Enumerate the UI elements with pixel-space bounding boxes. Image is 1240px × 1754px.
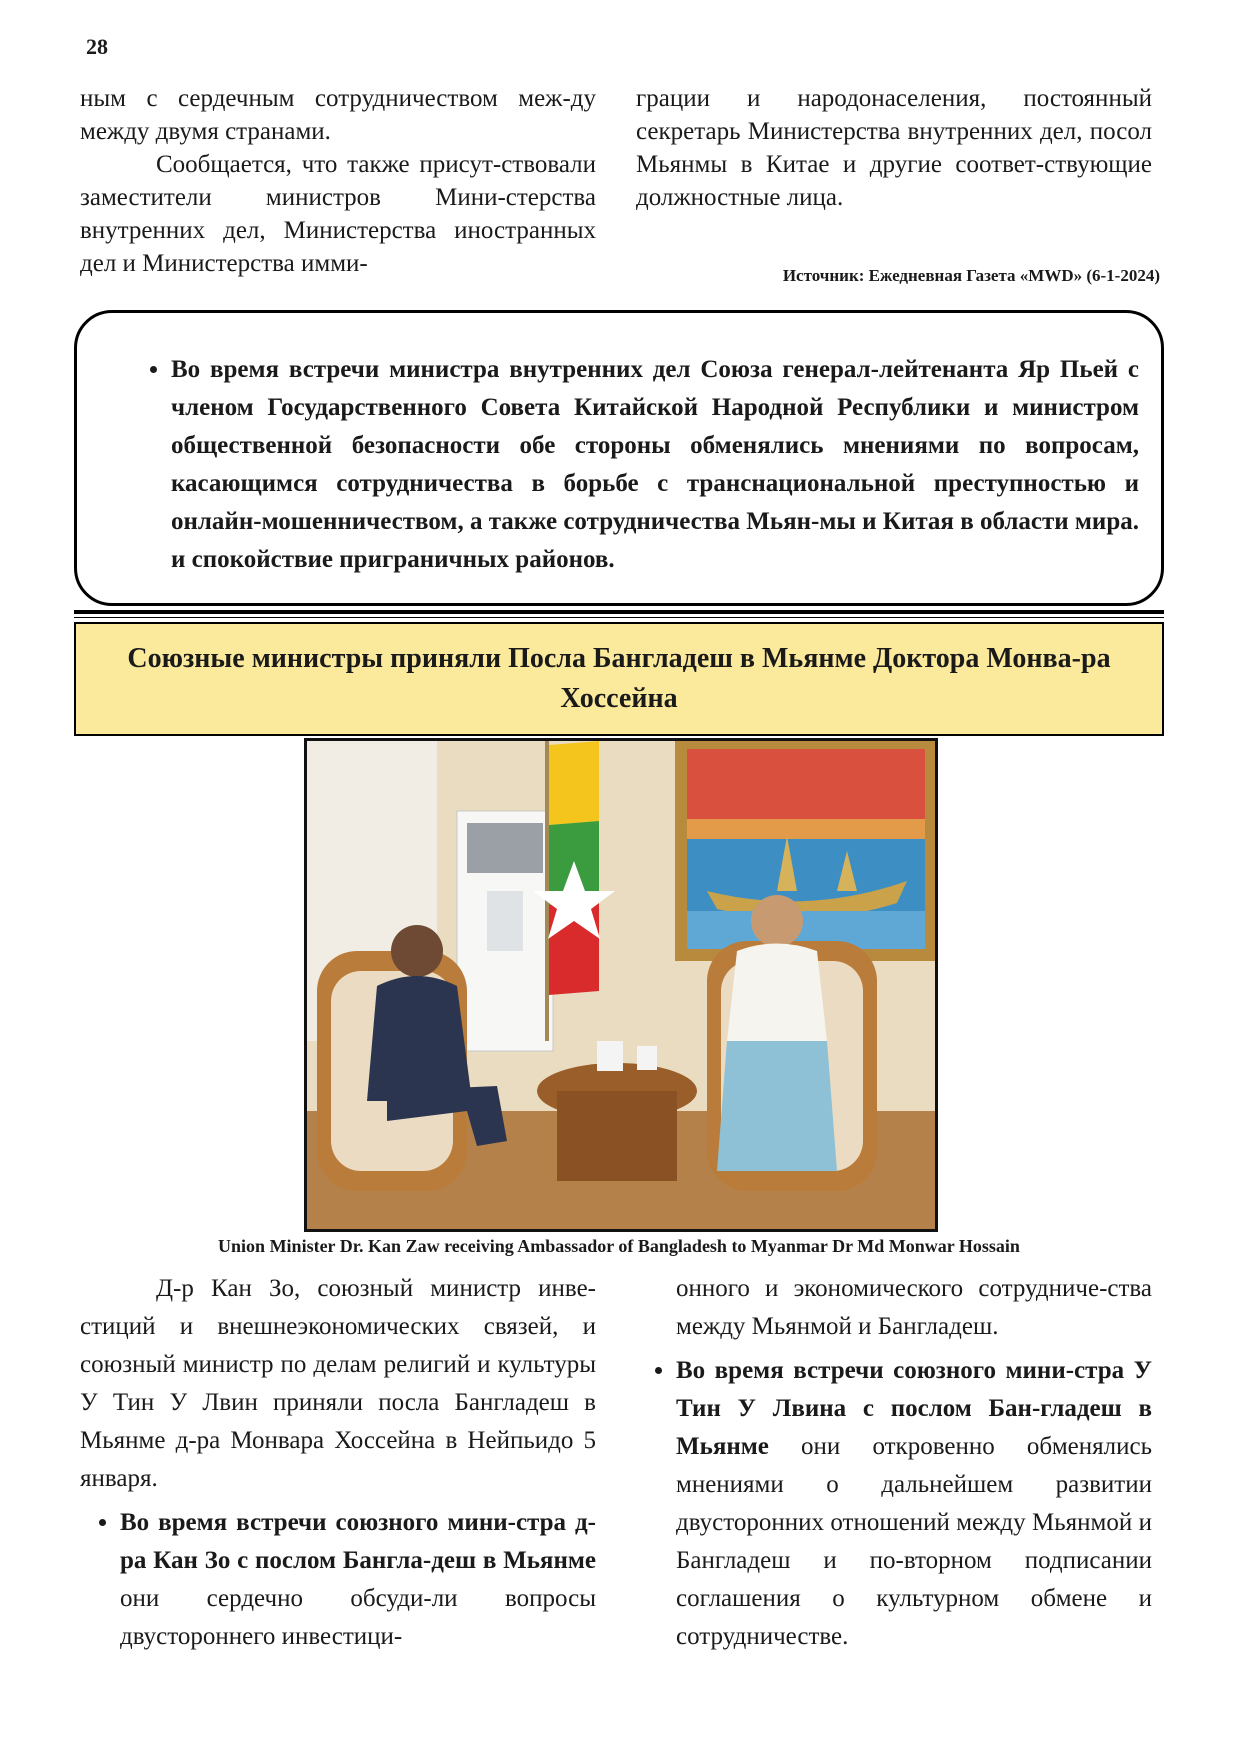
bottom-left-bullet-bold: Во время встречи союзного мини-стра д-ра Кан Зо с послом Бангла-деш в Мьянме xyxy=(120,1509,596,1574)
callout-bullet: • Во время встречи министра внутренних дел Союза генерал-лейтенанта Яр Пьей с членом Государственного Совета Китайской Народной Республики и министром общественной безопасности обе стороны обменялись мнениями по вопросам, касающимся сотрудничества в борьбе с транснациональной преступностью и онлайн-мошенничеством, а также сотрудничества Мьян-мы и Китая в области мира. и спокойствие приграничных районов. xyxy=(171,351,1139,579)
page-number: 28 xyxy=(86,34,108,59)
top-right-column xyxy=(636,82,1152,214)
divider-thin xyxy=(74,617,1164,618)
top-right-paragraph-1: грации и народонаселения, постоянный секретарь Министерства внутренних дел, посол Мьянмы в Китае и другие соответ-ствующие должностные лица. xyxy=(636,85,1152,211)
top-left-paragraph-1: ным с сердечным сотрудничеством меж-ду между двумя странами. xyxy=(80,85,596,145)
source-line: Источник: Ежедневная Газета «MWD» (6-1-2024) xyxy=(782,266,1160,285)
meeting-photo xyxy=(304,738,938,1232)
article-headline: Союзные министры приняли Посла Бангладеш в Мьянме Доктора Монва-ра Хоссейна xyxy=(74,622,1164,736)
bottom-right-bullet xyxy=(676,1352,1152,1656)
meeting-photo-illustration xyxy=(307,741,935,1229)
bottom-right-column xyxy=(636,1270,1152,1656)
bottom-left-column xyxy=(80,1270,596,1656)
bottom-left-bullet-text: они сердечно обсуди-ли вопросы двустороннего инвестици- xyxy=(120,1585,596,1650)
bottom-right-paragraph-1: онного и экономического сотрудниче-ства между Мьянмой и Бангладеш. xyxy=(676,1275,1152,1340)
bottom-left-paragraph-1: Д-р Кан Зо, союзный министр инве-стиций и внешнеэкономических связей, и союзный министр по делам религий и культуры У Тин У Лвин приняли посла Бангладеш в Мьянме д-ра Монвара Хоссейна в Нейпьидо 5 января. xyxy=(80,1275,596,1492)
bottom-right-bullet-bold: Во время встречи союзного мини-стра У Тин У Лвина с послом Бан-гладеш в Мьянме xyxy=(676,1357,1152,1460)
callout-box xyxy=(74,310,1164,606)
top-left-paragraph-2: Сообщается, что также присут-ствовали заместители министров Мини-стерства внутренних дел, Министерства иностранных дел и Министерства имми- xyxy=(80,151,596,277)
photo-caption: Union Minister Dr. Kan Zaw receiving Ambassador of Bangladesh to Myanmar Dr Md Monwar Hossain xyxy=(218,1236,1020,1256)
bottom-right-bullet-text: они откровенно обменялись мнениями о дальнейшем развитии двусторонних отношений между Мьянмой и Бангладеш и по-вторном подписании соглашения о культурном обмене и сотрудничестве. xyxy=(676,1433,1152,1650)
bottom-left-bullet xyxy=(120,1504,596,1656)
top-left-column xyxy=(80,82,596,280)
divider-thick xyxy=(74,610,1164,614)
